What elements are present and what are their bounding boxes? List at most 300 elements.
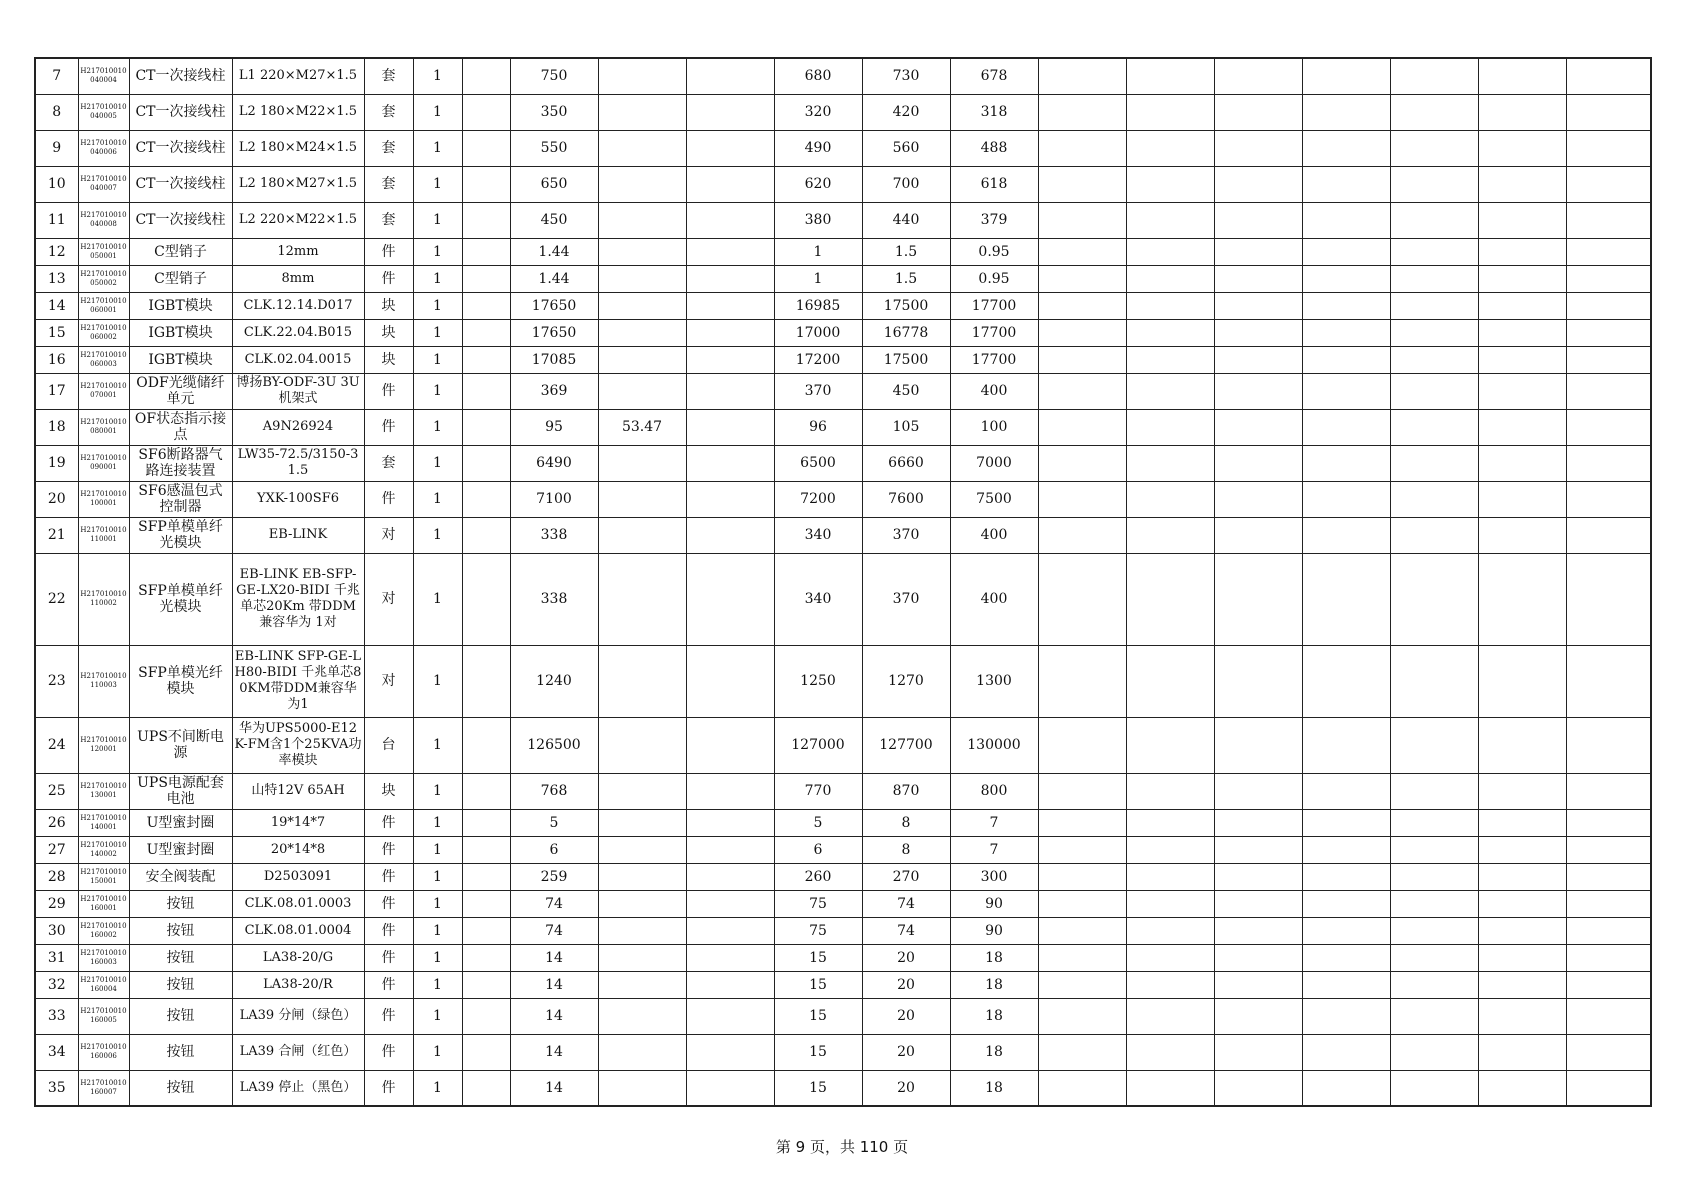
table-row: [35, 917, 1651, 944]
cell-qty: 1: [413, 373, 462, 409]
empty-cell: [1478, 238, 1566, 265]
cell-c7: 7: [950, 809, 1038, 836]
empty-cell: [1038, 917, 1126, 944]
cell-code: H217010010160004: [78, 971, 129, 998]
cell-c3: 53.47: [598, 409, 686, 445]
empty-cell: [1302, 553, 1390, 645]
empty-cell: [1126, 944, 1214, 971]
table-body: [35, 58, 1651, 1106]
cell-c1: [462, 481, 510, 517]
cell-no: 33: [35, 998, 78, 1034]
cell-spec: L2 180×M24×1.5: [232, 130, 364, 166]
cell-name: 按钮: [129, 1034, 232, 1070]
cell-no: 30: [35, 917, 78, 944]
table-row: [35, 998, 1651, 1034]
cell-code: H217010010120001: [78, 717, 129, 773]
cell-c3: [598, 809, 686, 836]
cell-no: 26: [35, 809, 78, 836]
cell-c5: 5: [774, 809, 862, 836]
empty-cell: [1302, 971, 1390, 998]
cell-c4: [686, 863, 774, 890]
empty-cell: [1214, 773, 1302, 809]
cell-spec: CLK.08.01.0004: [232, 917, 364, 944]
cell-spec: L2 220×M22×1.5: [232, 202, 364, 238]
cell-c6: 17500: [862, 346, 950, 373]
cell-c5: 1: [774, 238, 862, 265]
cell-c6: 560: [862, 130, 950, 166]
cell-spec: LW35-72.5/3150-31.5: [232, 445, 364, 481]
empty-cell: [1214, 890, 1302, 917]
empty-cell: [1038, 202, 1126, 238]
empty-cell: [1214, 265, 1302, 292]
empty-cell: [1038, 1070, 1126, 1106]
cell-c1: [462, 917, 510, 944]
empty-cell: [1302, 1034, 1390, 1070]
cell-c1: [462, 292, 510, 319]
cell-name: 按钮: [129, 998, 232, 1034]
empty-cell: [1302, 717, 1390, 773]
cell-c3: [598, 319, 686, 346]
empty-cell: [1390, 94, 1478, 130]
cell-c7: 300: [950, 863, 1038, 890]
cell-c1: [462, 553, 510, 645]
cell-c6: 16778: [862, 319, 950, 346]
cell-c6: 370: [862, 553, 950, 645]
table-row: [35, 445, 1651, 481]
cell-c4: [686, 836, 774, 863]
empty-cell: [1302, 445, 1390, 481]
cell-c1: [462, 202, 510, 238]
empty-cell: [1214, 346, 1302, 373]
empty-cell: [1390, 445, 1478, 481]
cell-c4: [686, 202, 774, 238]
table-row: [35, 890, 1651, 917]
cell-c7: 17700: [950, 292, 1038, 319]
cell-c3: [598, 1070, 686, 1106]
cell-c5: 17200: [774, 346, 862, 373]
empty-cell: [1566, 1034, 1651, 1070]
cell-c4: [686, 265, 774, 292]
cell-c3: [598, 202, 686, 238]
empty-cell: [1566, 809, 1651, 836]
cell-c6: 20: [862, 944, 950, 971]
empty-cell: [1302, 481, 1390, 517]
cell-name: 按钮: [129, 890, 232, 917]
cell-no: 13: [35, 265, 78, 292]
cell-name: C型销子: [129, 238, 232, 265]
cell-spec: L2 180×M22×1.5: [232, 94, 364, 130]
cell-c7: 18: [950, 1034, 1038, 1070]
cell-c2: 126500: [510, 717, 598, 773]
empty-cell: [1390, 409, 1478, 445]
empty-cell: [1390, 202, 1478, 238]
cell-qty: 1: [413, 645, 462, 717]
cell-c1: [462, 773, 510, 809]
cell-unit: 块: [364, 292, 413, 319]
empty-cell: [1214, 238, 1302, 265]
cell-c2: 95: [510, 409, 598, 445]
empty-cell: [1126, 1034, 1214, 1070]
empty-cell: [1566, 481, 1651, 517]
empty-cell: [1038, 130, 1126, 166]
empty-cell: [1478, 944, 1566, 971]
cell-code: H217010010050001: [78, 238, 129, 265]
cell-c2: 259: [510, 863, 598, 890]
empty-cell: [1390, 1034, 1478, 1070]
cell-c7: 0.95: [950, 265, 1038, 292]
empty-cell: [1478, 292, 1566, 319]
cell-unit: 台: [364, 717, 413, 773]
cell-no: 21: [35, 517, 78, 553]
empty-cell: [1126, 409, 1214, 445]
cell-c6: 420: [862, 94, 950, 130]
cell-c2: 1.44: [510, 238, 598, 265]
cell-code: H217010010110003: [78, 645, 129, 717]
empty-cell: [1214, 553, 1302, 645]
empty-cell: [1302, 645, 1390, 717]
cell-spec: 12mm: [232, 238, 364, 265]
cell-code: H217010010160005: [78, 998, 129, 1034]
cell-c4: [686, 319, 774, 346]
cell-c1: [462, 409, 510, 445]
cell-qty: 1: [413, 1070, 462, 1106]
empty-cell: [1038, 645, 1126, 717]
empty-cell: [1566, 890, 1651, 917]
empty-cell: [1126, 1070, 1214, 1106]
empty-cell: [1566, 445, 1651, 481]
empty-cell: [1478, 553, 1566, 645]
cell-qty: 1: [413, 409, 462, 445]
cell-code: H217010010160001: [78, 890, 129, 917]
empty-cell: [1566, 373, 1651, 409]
cell-unit: 件: [364, 238, 413, 265]
empty-cell: [1566, 773, 1651, 809]
cell-unit: 套: [364, 166, 413, 202]
empty-cell: [1390, 890, 1478, 917]
cell-spec: 博扬BY-ODF-3U 3U机架式: [232, 373, 364, 409]
empty-cell: [1126, 773, 1214, 809]
cell-qty: 1: [413, 917, 462, 944]
empty-cell: [1302, 809, 1390, 836]
table-row: [35, 717, 1651, 773]
empty-cell: [1126, 202, 1214, 238]
empty-cell: [1214, 517, 1302, 553]
cell-c3: [598, 998, 686, 1034]
cell-c3: [598, 238, 686, 265]
cell-c1: [462, 517, 510, 553]
empty-cell: [1038, 836, 1126, 863]
empty-cell: [1038, 409, 1126, 445]
cell-c2: 14: [510, 1034, 598, 1070]
empty-cell: [1038, 1034, 1126, 1070]
cell-name: U型蜜封圈: [129, 809, 232, 836]
cell-code: H217010010140002: [78, 836, 129, 863]
empty-cell: [1214, 863, 1302, 890]
empty-cell: [1390, 166, 1478, 202]
cell-c5: 680: [774, 58, 862, 94]
cell-qty: 1: [413, 863, 462, 890]
cell-c3: [598, 58, 686, 94]
cell-name: SFP单模单纤光模块: [129, 517, 232, 553]
empty-cell: [1566, 863, 1651, 890]
cell-c4: [686, 553, 774, 645]
empty-cell: [1038, 890, 1126, 917]
cell-spec: L1 220×M27×1.5: [232, 58, 364, 94]
cell-c3: [598, 94, 686, 130]
cell-name: ODF光缆储纤单元: [129, 373, 232, 409]
cell-spec: 华为UPS5000-E12K-FM含1个25KVA功率模块: [232, 717, 364, 773]
cell-unit: 对: [364, 645, 413, 717]
table-row: [35, 409, 1651, 445]
cell-c2: 17650: [510, 292, 598, 319]
empty-cell: [1038, 238, 1126, 265]
cell-qty: 1: [413, 717, 462, 773]
empty-cell: [1566, 717, 1651, 773]
empty-cell: [1390, 553, 1478, 645]
cell-c6: 370: [862, 517, 950, 553]
empty-cell: [1478, 94, 1566, 130]
cell-spec: LA39 合闸（红色）: [232, 1034, 364, 1070]
cell-c2: 550: [510, 130, 598, 166]
cell-qty: 1: [413, 481, 462, 517]
cell-c4: [686, 645, 774, 717]
empty-cell: [1214, 373, 1302, 409]
empty-cell: [1126, 836, 1214, 863]
cell-unit: 件: [364, 373, 413, 409]
cell-code: H217010010040007: [78, 166, 129, 202]
empty-cell: [1478, 58, 1566, 94]
empty-cell: [1126, 890, 1214, 917]
cell-name: SFP单模光纤模块: [129, 645, 232, 717]
empty-cell: [1038, 94, 1126, 130]
empty-cell: [1302, 265, 1390, 292]
cell-no: 22: [35, 553, 78, 645]
cell-no: 7: [35, 58, 78, 94]
table-row: [35, 265, 1651, 292]
cell-c4: [686, 94, 774, 130]
cell-c4: [686, 809, 774, 836]
empty-cell: [1566, 836, 1651, 863]
empty-cell: [1038, 373, 1126, 409]
cell-c5: 15: [774, 971, 862, 998]
table-row: [35, 517, 1651, 553]
empty-cell: [1302, 58, 1390, 94]
cell-no: 8: [35, 94, 78, 130]
empty-cell: [1566, 130, 1651, 166]
empty-cell: [1214, 1070, 1302, 1106]
cell-c2: 750: [510, 58, 598, 94]
cell-name: IGBT模块: [129, 292, 232, 319]
cell-c3: [598, 863, 686, 890]
cell-unit: 件: [364, 998, 413, 1034]
empty-cell: [1214, 319, 1302, 346]
cell-no: 31: [35, 944, 78, 971]
empty-cell: [1390, 717, 1478, 773]
empty-cell: [1126, 717, 1214, 773]
cell-c1: [462, 238, 510, 265]
cell-code: H217010010160007: [78, 1070, 129, 1106]
empty-cell: [1038, 998, 1126, 1034]
cell-c2: 74: [510, 917, 598, 944]
cell-code: H217010010130001: [78, 773, 129, 809]
cell-qty: 1: [413, 809, 462, 836]
cell-qty: 1: [413, 553, 462, 645]
price-table-sheet: [34, 57, 1650, 1107]
empty-cell: [1566, 265, 1651, 292]
cell-c1: [462, 94, 510, 130]
cell-unit: 块: [364, 346, 413, 373]
cell-c6: 6660: [862, 445, 950, 481]
empty-cell: [1126, 346, 1214, 373]
cell-spec: EB-LINK EB-SFP-GE-LX20-BIDI 千兆单芯20Km 带DDM兼容华为 1对: [232, 553, 364, 645]
empty-cell: [1390, 645, 1478, 717]
cell-c3: [598, 130, 686, 166]
empty-cell: [1566, 998, 1651, 1034]
empty-cell: [1566, 166, 1651, 202]
cell-c6: 700: [862, 166, 950, 202]
cell-spec: 20*14*8: [232, 836, 364, 863]
cell-c3: [598, 944, 686, 971]
cell-qty: 1: [413, 94, 462, 130]
table-row: [35, 944, 1651, 971]
empty-cell: [1390, 971, 1478, 998]
cell-spec: 19*14*7: [232, 809, 364, 836]
cell-c6: 440: [862, 202, 950, 238]
cell-c1: [462, 836, 510, 863]
cell-c1: [462, 998, 510, 1034]
cell-qty: 1: [413, 1034, 462, 1070]
empty-cell: [1478, 202, 1566, 238]
cell-spec: CLK.12.14.D017: [232, 292, 364, 319]
empty-cell: [1566, 917, 1651, 944]
cell-spec: CLK.02.04.0015: [232, 346, 364, 373]
empty-cell: [1478, 971, 1566, 998]
cell-c6: 74: [862, 890, 950, 917]
table-row: [35, 166, 1651, 202]
cell-c7: 1300: [950, 645, 1038, 717]
cell-spec: D2503091: [232, 863, 364, 890]
empty-cell: [1302, 319, 1390, 346]
empty-cell: [1214, 445, 1302, 481]
empty-cell: [1126, 863, 1214, 890]
cell-code: H217010010140001: [78, 809, 129, 836]
cell-c1: [462, 445, 510, 481]
cell-code: H217010010060001: [78, 292, 129, 319]
empty-cell: [1390, 58, 1478, 94]
empty-cell: [1390, 238, 1478, 265]
cell-c5: 6500: [774, 445, 862, 481]
cell-spec: EB-LINK SFP-GE-LH80-BIDI 千兆单芯80KM带DDM兼容华为1: [232, 645, 364, 717]
empty-cell: [1478, 409, 1566, 445]
empty-cell: [1302, 409, 1390, 445]
cell-c7: 7500: [950, 481, 1038, 517]
table-row: [35, 130, 1651, 166]
cell-name: CT一次接线柱: [129, 58, 232, 94]
table-row: [35, 773, 1651, 809]
cell-c5: 75: [774, 890, 862, 917]
cell-qty: 1: [413, 346, 462, 373]
cell-spec: 山特12V 65AH: [232, 773, 364, 809]
cell-code: H217010010160002: [78, 917, 129, 944]
empty-cell: [1390, 917, 1478, 944]
empty-cell: [1038, 517, 1126, 553]
empty-cell: [1566, 1070, 1651, 1106]
cell-c1: [462, 717, 510, 773]
cell-c6: 450: [862, 373, 950, 409]
cell-code: H217010010150001: [78, 863, 129, 890]
empty-cell: [1214, 645, 1302, 717]
cell-spec: LA38-20/R: [232, 971, 364, 998]
cell-c2: 6490: [510, 445, 598, 481]
cell-c4: [686, 445, 774, 481]
cell-c2: 350: [510, 94, 598, 130]
table-row: [35, 319, 1651, 346]
cell-c7: 130000: [950, 717, 1038, 773]
empty-cell: [1566, 238, 1651, 265]
empty-cell: [1478, 917, 1566, 944]
empty-cell: [1038, 265, 1126, 292]
empty-cell: [1566, 319, 1651, 346]
cell-no: 12: [35, 238, 78, 265]
cell-qty: 1: [413, 265, 462, 292]
empty-cell: [1566, 517, 1651, 553]
cell-c7: 488: [950, 130, 1038, 166]
cell-name: 按钮: [129, 917, 232, 944]
cell-spec: LA38-20/G: [232, 944, 364, 971]
table-row: [35, 645, 1651, 717]
cell-c5: 15: [774, 998, 862, 1034]
empty-cell: [1478, 265, 1566, 292]
cell-qty: 1: [413, 202, 462, 238]
cell-c7: 678: [950, 58, 1038, 94]
cell-unit: 件: [364, 1034, 413, 1070]
cell-c2: 17085: [510, 346, 598, 373]
empty-cell: [1302, 1070, 1390, 1106]
cell-qty: 1: [413, 998, 462, 1034]
cell-c2: 369: [510, 373, 598, 409]
empty-cell: [1126, 517, 1214, 553]
cell-c2: 74: [510, 890, 598, 917]
cell-c4: [686, 998, 774, 1034]
cell-c7: 400: [950, 553, 1038, 645]
cell-c3: [598, 553, 686, 645]
empty-cell: [1038, 445, 1126, 481]
cell-spec: CLK.08.01.0003: [232, 890, 364, 917]
empty-cell: [1478, 130, 1566, 166]
table-row: [35, 1034, 1651, 1070]
empty-cell: [1302, 373, 1390, 409]
cell-code: H217010010160006: [78, 1034, 129, 1070]
empty-cell: [1302, 917, 1390, 944]
cell-c3: [598, 1034, 686, 1070]
cell-c5: 260: [774, 863, 862, 890]
empty-cell: [1214, 944, 1302, 971]
empty-cell: [1126, 238, 1214, 265]
cell-c3: [598, 265, 686, 292]
empty-cell: [1302, 94, 1390, 130]
cell-c2: 17650: [510, 319, 598, 346]
cell-c2: 7100: [510, 481, 598, 517]
cell-c3: [598, 166, 686, 202]
table-row: [35, 809, 1651, 836]
empty-cell: [1566, 346, 1651, 373]
empty-cell: [1038, 944, 1126, 971]
cell-c4: [686, 481, 774, 517]
cell-c2: 14: [510, 971, 598, 998]
cell-c5: 17000: [774, 319, 862, 346]
cell-c1: [462, 130, 510, 166]
cell-no: 20: [35, 481, 78, 517]
